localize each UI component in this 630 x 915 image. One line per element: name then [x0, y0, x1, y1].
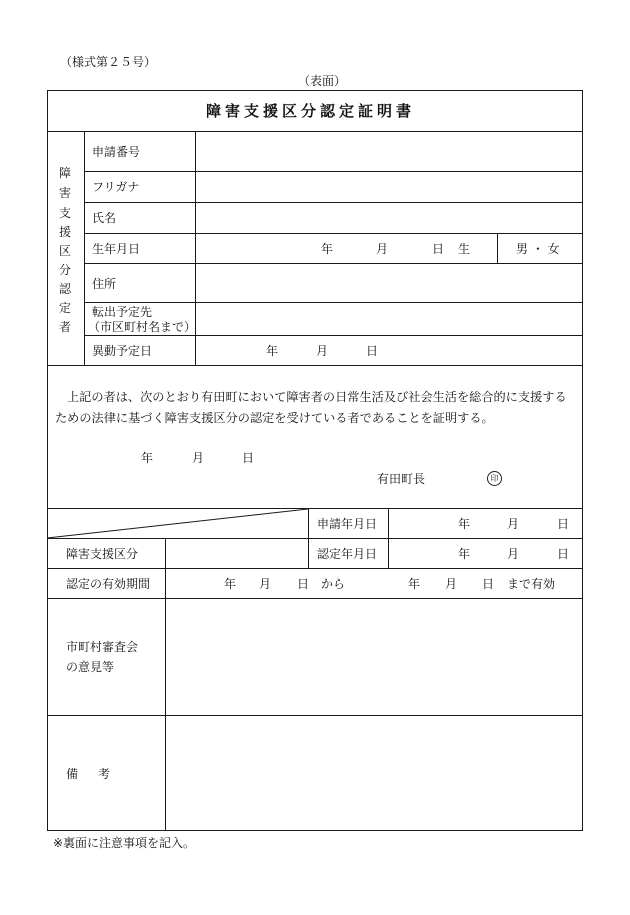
council-opinion-field[interactable]	[166, 599, 583, 715]
label-name: 氏名	[92, 211, 117, 225]
label-address: 住所	[92, 277, 117, 291]
move-month-unit: 月	[316, 344, 329, 358]
diagonal-slash	[47, 508, 309, 539]
vertical-char: 定	[58, 301, 71, 315]
vertical-char: 分	[58, 263, 71, 277]
label-birthdate: 生年月日	[92, 242, 141, 256]
label-furigana: フリガナ	[92, 180, 140, 194]
statement-month-unit: 月	[192, 451, 205, 465]
validity-day-2: 日	[482, 577, 495, 591]
name-field[interactable]	[196, 203, 583, 233]
furigana-field[interactable]	[196, 172, 583, 202]
vertical-char: 者	[58, 320, 71, 334]
birth-year-unit: 年	[321, 242, 334, 256]
application-date-month: 月	[507, 517, 520, 531]
certification-date-month: 月	[507, 547, 520, 561]
label-validity-period: 認定の有効期間	[66, 577, 151, 591]
move-day-unit: 日	[366, 344, 379, 358]
statement-line-1: 上記の者は、次のとおり有田町において障害者の日常生活及び社会生活を総合的に支援する	[67, 390, 567, 404]
remarks-field[interactable]	[166, 716, 583, 830]
label-certification-date: 認定年月日	[317, 547, 378, 561]
move-destination-field[interactable]	[196, 303, 583, 335]
validity-year-1: 年	[224, 577, 237, 591]
vertical-char: 支	[58, 206, 71, 220]
label-council-opinion: 市町村審査会	[66, 640, 139, 654]
applicant-vertical-label	[47, 160, 83, 340]
label-move-destination: 転出予定先	[92, 305, 153, 319]
statement-line-2: ための法律に基づく障害支援区分の認定を受けている者であることを証明する。	[55, 411, 494, 425]
label-application-date: 申請年月日	[317, 517, 378, 531]
validity-until: まで有効	[507, 577, 556, 591]
vertical-char: 認	[58, 282, 71, 296]
form-number: （様式第２５号）	[60, 55, 157, 69]
issuer-name: 有田町長	[377, 472, 426, 486]
vertical-char: 害	[58, 186, 71, 200]
move-year-unit: 年	[266, 344, 279, 358]
statement-year-unit: 年	[141, 451, 154, 465]
certification-date-year: 年	[458, 547, 471, 561]
vertical-char: 援	[58, 225, 71, 239]
label-move-destination-note: （市区町村名まで）	[88, 320, 197, 334]
footer-note: ※裏面に注意事項を記入。	[53, 836, 196, 850]
gender-choice[interactable]: 男 ・ 女	[516, 242, 560, 256]
birth-month-unit: 月	[376, 242, 389, 256]
side-label: （表面）	[298, 74, 347, 88]
certification-date-day: 日	[557, 547, 570, 561]
label-move-date: 異動予定日	[92, 344, 153, 358]
statement-day-unit: 日	[242, 451, 255, 465]
validity-day-1: 日	[297, 577, 310, 591]
validity-year-2: 年	[408, 577, 421, 591]
birth-sei: 生	[458, 242, 471, 256]
label-remarks: 備 考	[66, 767, 115, 781]
label-application-number: 申請番号	[92, 145, 141, 159]
disability-class-field[interactable]	[166, 539, 308, 568]
application-number-field[interactable]	[196, 132, 583, 171]
seal-mark: 印	[487, 471, 502, 486]
address-field[interactable]	[196, 264, 583, 302]
validity-from: から	[321, 577, 346, 591]
validity-month-2: 月	[445, 577, 458, 591]
vertical-char: 障	[58, 166, 71, 180]
vertical-char: 区	[58, 244, 71, 258]
label-council-opinion-2: の意見等	[66, 660, 115, 674]
birth-day-unit: 日	[432, 242, 445, 256]
application-date-year: 年	[458, 517, 471, 531]
document-title: 障害支援区分認定証明書	[206, 102, 416, 120]
validity-month-1: 月	[259, 577, 272, 591]
application-date-day: 日	[557, 517, 570, 531]
label-disability-class: 障害支援区分	[66, 547, 139, 561]
